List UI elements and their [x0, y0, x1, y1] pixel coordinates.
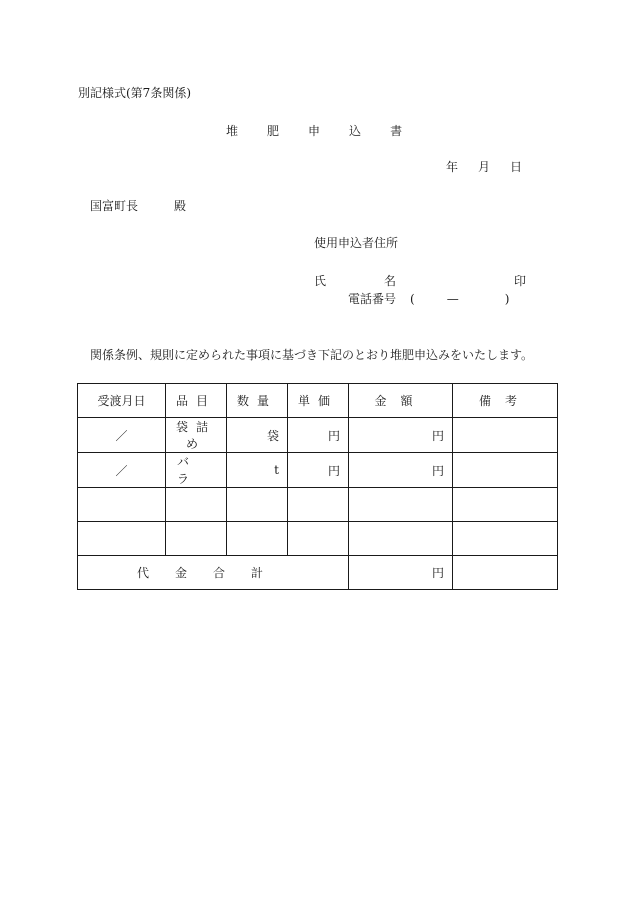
phone-open-paren: (: [410, 292, 415, 306]
table-header-row: [78, 384, 558, 418]
table-row: [78, 453, 558, 488]
phone-label: 電話番号: [348, 292, 397, 306]
title-char: 肥: [267, 124, 280, 138]
addressee: [90, 199, 186, 213]
title-char: 書: [390, 124, 403, 138]
cell-item[interactable]: 袋詰め: [166, 418, 227, 453]
name-label-1: 氏: [314, 274, 327, 288]
title-char: 堆: [226, 124, 239, 138]
total-label: 代金合計: [78, 556, 349, 590]
cell-quantity[interactable]: t: [227, 453, 288, 488]
cell-remarks[interactable]: [453, 418, 558, 453]
phone-dash: —: [446, 292, 459, 306]
header-item: 品目: [166, 384, 227, 418]
cell-quantity[interactable]: [227, 522, 288, 556]
cell-delivery-date[interactable]: ／: [78, 453, 166, 488]
cell-unit-price[interactable]: [288, 522, 349, 556]
cell-item[interactable]: [166, 522, 227, 556]
cell-delivery-date[interactable]: ／: [78, 418, 166, 453]
title-char: 申: [308, 124, 321, 138]
total-amount[interactable]: 円: [349, 556, 453, 590]
table-row: [78, 522, 558, 556]
header-delivery-date: 受渡月日: [78, 384, 166, 418]
cell-remarks[interactable]: [453, 488, 558, 522]
cell-delivery-date[interactable]: [78, 488, 166, 522]
title-char: 込: [349, 124, 362, 138]
cell-quantity[interactable]: 袋: [227, 418, 288, 453]
header-amount: 金額: [349, 384, 453, 418]
cell-unit-price[interactable]: [288, 488, 349, 522]
statement: 関係条例、規則に定められた事項に基づき下記のとおり堆肥申込みをいたします。: [90, 348, 534, 362]
total-row: [78, 556, 558, 590]
form-label: 別記様式(第7条関係): [78, 86, 191, 100]
date-line: [446, 160, 522, 174]
header-quantity: 数量: [227, 384, 288, 418]
address-label: 使用申込者住所: [314, 236, 399, 250]
name-label-2: 名: [384, 274, 397, 288]
header-remarks: 備考: [453, 384, 558, 418]
header-unit-price: 単価: [288, 384, 349, 418]
total-remarks[interactable]: [453, 556, 558, 590]
cell-amount[interactable]: [349, 522, 453, 556]
month-label: 月: [478, 160, 491, 174]
cell-quantity[interactable]: [227, 488, 288, 522]
application-table: [77, 383, 558, 590]
seal-label: 印: [514, 274, 527, 288]
table-row: [78, 418, 558, 453]
addressee-honorific: 殿: [174, 199, 187, 213]
cell-amount[interactable]: [349, 488, 453, 522]
cell-item[interactable]: [166, 488, 227, 522]
table-row: [78, 488, 558, 522]
cell-amount[interactable]: 円: [349, 453, 453, 488]
cell-unit-price[interactable]: 円: [288, 418, 349, 453]
year-label: 年: [446, 160, 459, 174]
cell-item[interactable]: バラ: [166, 453, 227, 488]
cell-delivery-date[interactable]: [78, 522, 166, 556]
cell-remarks[interactable]: [453, 453, 558, 488]
phone-row: [348, 292, 509, 306]
addressee-name: 国富町長: [90, 199, 139, 213]
cell-amount[interactable]: 円: [349, 418, 453, 453]
phone-close-paren: ): [504, 292, 510, 306]
document-title: [226, 124, 431, 138]
cell-unit-price[interactable]: 円: [288, 453, 349, 488]
day-label: 日: [510, 160, 523, 174]
cell-remarks[interactable]: [453, 522, 558, 556]
